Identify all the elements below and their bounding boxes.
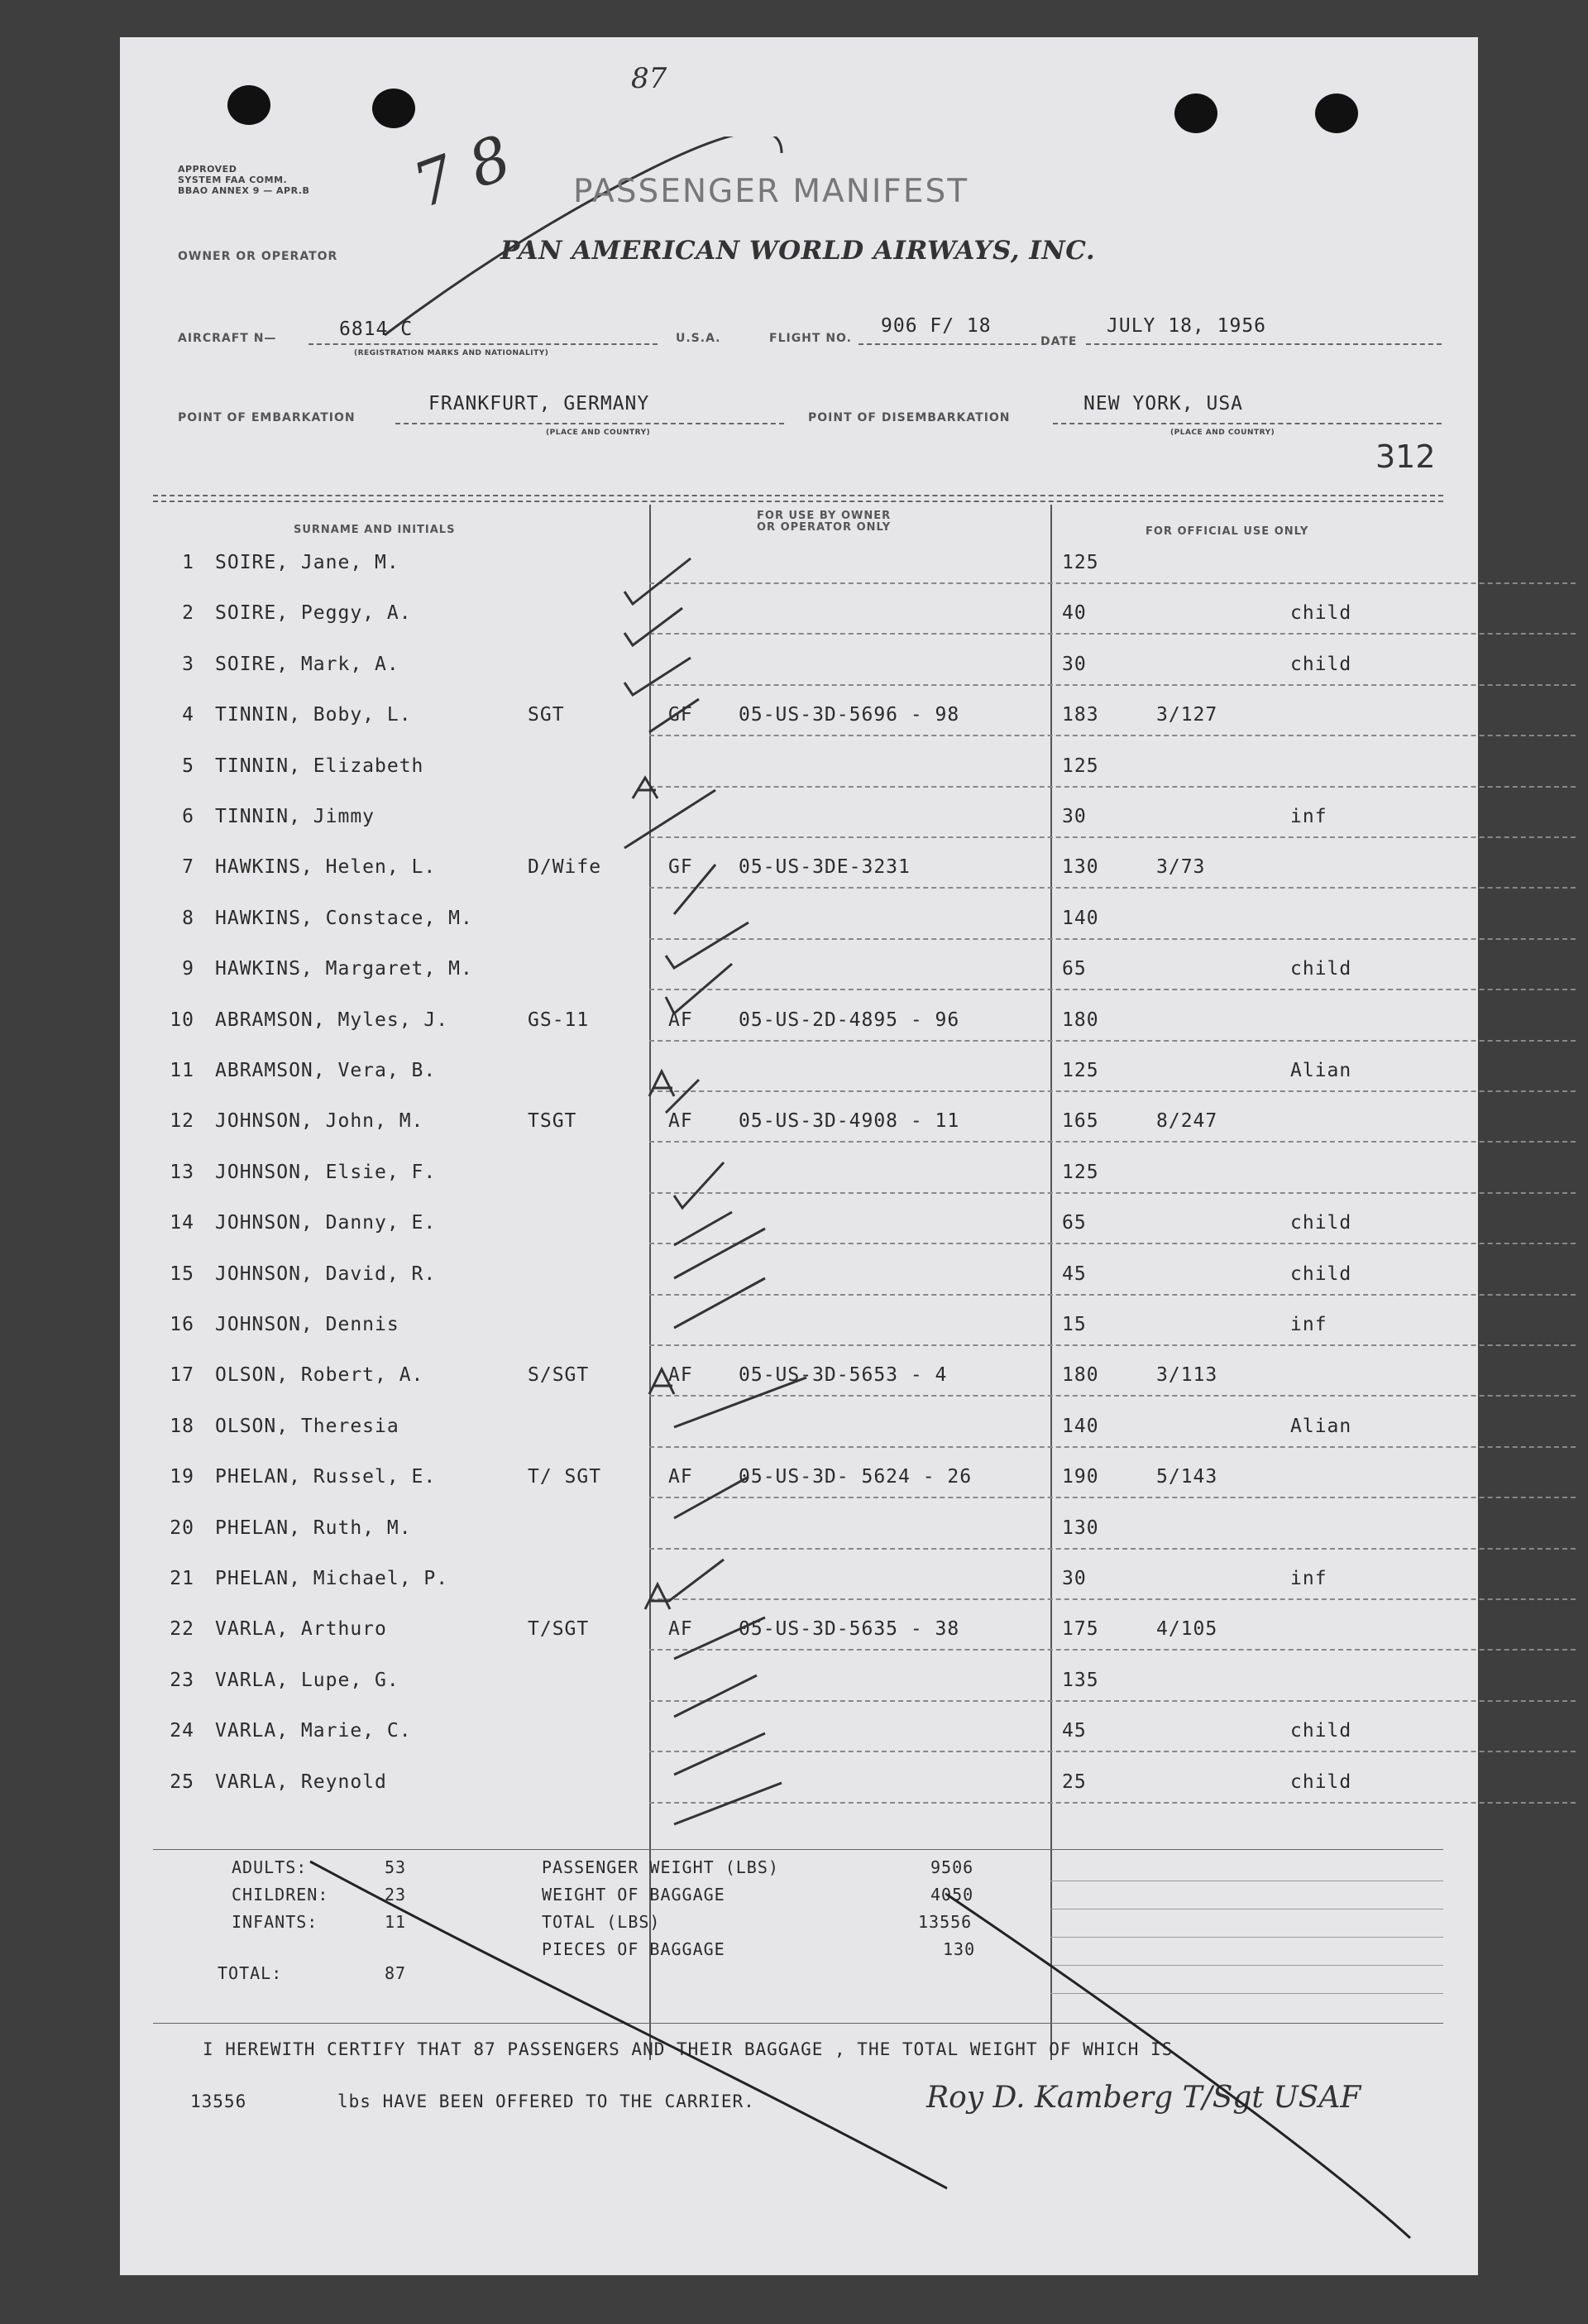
passenger-weight: 45	[1062, 1263, 1087, 1285]
passenger-auth-number: 05-US-3D-5653 - 4	[739, 1364, 948, 1387]
passenger-number: 15	[170, 1263, 194, 1285]
certify-line-1: I HEREWITH CERTIFY THAT 87 PASSENGERS AND THEIR BAGGAGE , THE TOTAL WEIGHT OF WHICH IS	[203, 2039, 1174, 2059]
pax-weight-value: 9506	[930, 1857, 974, 1877]
passenger-remark: inf	[1290, 1568, 1327, 1589]
passenger-number: 3	[182, 653, 194, 675]
punch-hole-4	[1315, 93, 1358, 133]
passenger-auth-number: 05-US-3DE-3231	[739, 856, 911, 879]
passenger-number: 7	[182, 856, 194, 879]
passenger-number: 20	[170, 1517, 194, 1539]
disembark-value: NEW YORK, USA	[1083, 393, 1244, 414]
passenger-name: SOIRE, Mark, A.	[215, 653, 399, 675]
passenger-auth-number: 05-US-3D- 5624 - 26	[739, 1466, 973, 1488]
passenger-weight: 175	[1062, 1618, 1099, 1641]
passenger-weight: 165	[1062, 1110, 1099, 1133]
passenger-weight: 30	[1062, 653, 1087, 675]
passenger-remark: Alian	[1290, 1415, 1352, 1437]
passenger-branch: AF	[668, 1009, 693, 1031]
passenger-weight: 125	[1062, 1161, 1099, 1183]
passenger-number: 11	[170, 1060, 194, 1081]
passenger-remark: child	[1290, 602, 1352, 625]
infants-value: 11	[385, 1912, 407, 1932]
passenger-branch: AF	[668, 1618, 693, 1641]
passenger-weight: 125	[1062, 755, 1099, 777]
passenger-weight: 190	[1062, 1466, 1099, 1488]
col-official-use: FOR OFFICIAL USE ONLY	[1146, 525, 1309, 538]
passenger-weight: 65	[1062, 958, 1087, 980]
passenger-remark: inf	[1290, 1314, 1327, 1335]
passenger-name: TINNIN, Elizabeth	[215, 755, 424, 777]
passenger-remark: child	[1290, 653, 1352, 675]
punch-hole-3	[1174, 93, 1217, 133]
passenger-number: 6	[182, 806, 194, 827]
passenger-name: VARLA, Reynold	[215, 1771, 387, 1793]
passenger-remark: inf	[1290, 806, 1327, 827]
total-lbs-value: 13556	[918, 1912, 973, 1932]
passenger-number: 1	[182, 552, 194, 573]
passenger-number: 16	[170, 1314, 194, 1335]
passenger-grade: S/SGT	[528, 1364, 590, 1387]
date-value: JULY 18, 1956	[1107, 315, 1267, 337]
passenger-branch: AF	[668, 1110, 693, 1133]
owner-name: PAN AMERICAN WORLD AIRWAYS, INC.	[500, 236, 1096, 266]
passenger-auth-number: 05-US-3D-4908 - 11	[739, 1110, 960, 1133]
passenger-weight: 65	[1062, 1212, 1087, 1234]
punch-hole-1	[227, 85, 270, 125]
children-value: 23	[385, 1885, 407, 1905]
passenger-number: 8	[182, 907, 194, 929]
passenger-branch: GF	[668, 856, 693, 879]
passenger-class: 3/127	[1156, 704, 1218, 726]
passenger-number: 9	[182, 958, 194, 980]
adults-value: 53	[385, 1857, 407, 1877]
passenger-number: 19	[170, 1466, 194, 1488]
passenger-number: 23	[170, 1669, 194, 1691]
passenger-name: PHELAN, Michael, P.	[215, 1568, 449, 1589]
passenger-weight: 40	[1062, 602, 1087, 625]
passenger-weight: 140	[1062, 1415, 1099, 1437]
flight-label: FLIGHT NO.	[769, 332, 852, 345]
page-number: 312	[1375, 438, 1436, 475]
passenger-remark: child	[1290, 1720, 1352, 1742]
total-lbs-label: TOTAL (LBS)	[542, 1912, 661, 1932]
passenger-name: TINNIN, Boby, L.	[215, 704, 412, 726]
check-marks	[600, 534, 930, 1841]
infants-label: INFANTS:	[232, 1912, 318, 1932]
pieces-value: 130	[943, 1939, 976, 1959]
handwritten-annotation: 7 8	[404, 122, 520, 223]
passenger-name: JOHNSON, Dennis	[215, 1314, 399, 1335]
passenger-class: 3/113	[1156, 1364, 1218, 1387]
passenger-name: OLSON, Theresia	[215, 1415, 399, 1437]
passenger-name: HAWKINS, Constace, M.	[215, 907, 473, 929]
passenger-auth-number: 05-US-3D-5696 - 98	[739, 704, 960, 726]
passenger-auth-number: 05-US-3D-5635 - 38	[739, 1618, 960, 1641]
passenger-weight: 180	[1062, 1364, 1099, 1387]
passenger-number: 10	[170, 1009, 194, 1031]
passenger-class: 5/143	[1156, 1466, 1218, 1488]
passenger-number: 5	[182, 755, 194, 777]
aircraft-value: 6814 C	[339, 319, 414, 340]
pieces-label: PIECES OF BAGGAGE	[542, 1939, 725, 1959]
embark-sublabel: (PLACE AND COUNTRY)	[546, 429, 651, 437]
passenger-weight: 15	[1062, 1314, 1087, 1335]
flight-value: 906 F/ 18	[881, 315, 992, 337]
passenger-name: VARLA, Arthuro	[215, 1618, 387, 1641]
passenger-remark: Alian	[1290, 1060, 1352, 1081]
passenger-grade: GS-11	[528, 1009, 590, 1031]
passenger-auth-number: 05-US-2D-4895 - 96	[739, 1009, 960, 1031]
passenger-weight: 45	[1062, 1720, 1087, 1742]
passenger-remark: child	[1290, 1771, 1352, 1793]
passenger-number: 18	[170, 1415, 194, 1437]
passenger-name: HAWKINS, Helen, L.	[215, 856, 437, 879]
passenger-name: VARLA, Lupe, G.	[215, 1669, 399, 1691]
manifest-sheet	[120, 37, 1478, 2275]
passenger-weight: 125	[1062, 552, 1099, 573]
passenger-number: 2	[182, 602, 194, 625]
col-owner-use: FOR USE BY OWNER OR OPERATOR ONLY	[757, 510, 892, 534]
passenger-name: PHELAN, Ruth, M.	[215, 1517, 412, 1539]
passenger-weight: 30	[1062, 1568, 1087, 1589]
disembark-sublabel: (PLACE AND COUNTRY)	[1170, 429, 1275, 437]
passenger-number: 13	[170, 1161, 194, 1183]
passenger-name: ABRAMSON, Vera, B.	[215, 1060, 437, 1081]
passenger-number: 22	[170, 1618, 194, 1641]
passenger-grade: T/ SGT	[528, 1466, 602, 1488]
passenger-branch: AF	[668, 1364, 693, 1387]
passenger-number: 12	[170, 1110, 194, 1133]
passenger-class: 4/105	[1156, 1618, 1218, 1641]
passenger-weight: 125	[1062, 1060, 1099, 1081]
passenger-name: JOHNSON, Elsie, F.	[215, 1161, 437, 1183]
col-surname: SURNAME AND INITIALS	[294, 524, 456, 536]
passenger-remark: child	[1290, 1212, 1352, 1234]
certify-line-2: lbs HAVE BEEN OFFERED TO THE CARRIER.	[337, 2092, 755, 2111]
total-value: 87	[385, 1963, 407, 1983]
passenger-weight: 130	[1062, 1517, 1099, 1539]
passenger-number: 14	[170, 1212, 194, 1234]
passenger-class: 3/73	[1156, 856, 1206, 879]
passenger-number: 4	[182, 704, 194, 726]
passenger-name: VARLA, Marie, C.	[215, 1720, 412, 1742]
passenger-name: JOHNSON, David, R.	[215, 1263, 437, 1285]
passenger-name: TINNIN, Jimmy	[215, 806, 375, 827]
form-title: PASSENGER MANIFEST	[573, 173, 969, 210]
passenger-name: JOHNSON, Danny, E.	[215, 1212, 437, 1234]
passenger-weight: 30	[1062, 806, 1087, 827]
total-label: TOTAL:	[218, 1963, 283, 1983]
date-label: DATE	[1040, 335, 1078, 348]
passenger-name: HAWKINS, Margaret, M.	[215, 958, 473, 980]
passenger-grade: T/SGT	[528, 1618, 590, 1641]
passenger-class: 8/247	[1156, 1110, 1218, 1133]
bag-weight-value: 4050	[930, 1885, 974, 1905]
passenger-name: JOHNSON, John, M.	[215, 1110, 424, 1133]
disembark-label: POINT OF DISEMBARKATION	[808, 411, 1011, 424]
passenger-number: 24	[170, 1720, 194, 1742]
owner-label: OWNER OR OPERATOR	[178, 250, 338, 263]
handwritten-count: 87	[631, 62, 667, 95]
passenger-weight: 180	[1062, 1009, 1099, 1031]
adults-label: ADULTS:	[232, 1857, 308, 1877]
passenger-grade: D/Wife	[528, 856, 602, 879]
passenger-weight: 130	[1062, 856, 1099, 879]
bag-weight-label: WEIGHT OF BAGGAGE	[542, 1885, 725, 1905]
passenger-branch: GF	[668, 704, 693, 726]
embark-value: FRANKFURT, GERMANY	[428, 393, 650, 414]
passenger-number: 21	[170, 1568, 194, 1589]
passenger-name: SOIRE, Jane, M.	[215, 552, 399, 573]
passenger-weight: 135	[1062, 1669, 1099, 1691]
passenger-weight: 25	[1062, 1771, 1087, 1793]
passenger-grade: TSGT	[528, 1110, 577, 1133]
certify-weight: 13556	[190, 2092, 247, 2111]
embark-label: POINT OF EMBARKATION	[178, 411, 356, 424]
passenger-number: 17	[170, 1364, 194, 1387]
passenger-weight: 140	[1062, 907, 1099, 929]
passenger-remark: child	[1290, 1263, 1352, 1285]
passenger-weight: 183	[1062, 704, 1099, 726]
passenger-name: OLSON, Robert, A.	[215, 1364, 424, 1387]
passenger-grade: SGT	[528, 704, 565, 726]
passenger-branch: AF	[668, 1466, 693, 1488]
passenger-name: SOIRE, Peggy, A.	[215, 602, 412, 625]
nationality: U.S.A.	[676, 332, 721, 345]
aircraft-sublabel: (REGISTRATION MARKS AND NATIONALITY)	[354, 349, 549, 357]
form-approval: APPROVED SYSTEM FAA COMM. BBAO ANNEX 9 — APR.B	[178, 164, 310, 196]
passenger-number: 25	[170, 1771, 194, 1793]
punch-hole-2	[372, 89, 415, 128]
passenger-name: ABRAMSON, Myles, J.	[215, 1009, 449, 1031]
pax-weight-label: PASSENGER WEIGHT (LBS)	[542, 1857, 779, 1877]
children-label: CHILDREN:	[232, 1885, 329, 1905]
signature: Roy D. Kamberg T/Sgt USAF	[926, 2081, 1361, 2115]
aircraft-label: AIRCRAFT N—	[178, 332, 277, 345]
passenger-name: PHELAN, Russel, E.	[215, 1466, 437, 1488]
passenger-remark: child	[1290, 958, 1352, 980]
